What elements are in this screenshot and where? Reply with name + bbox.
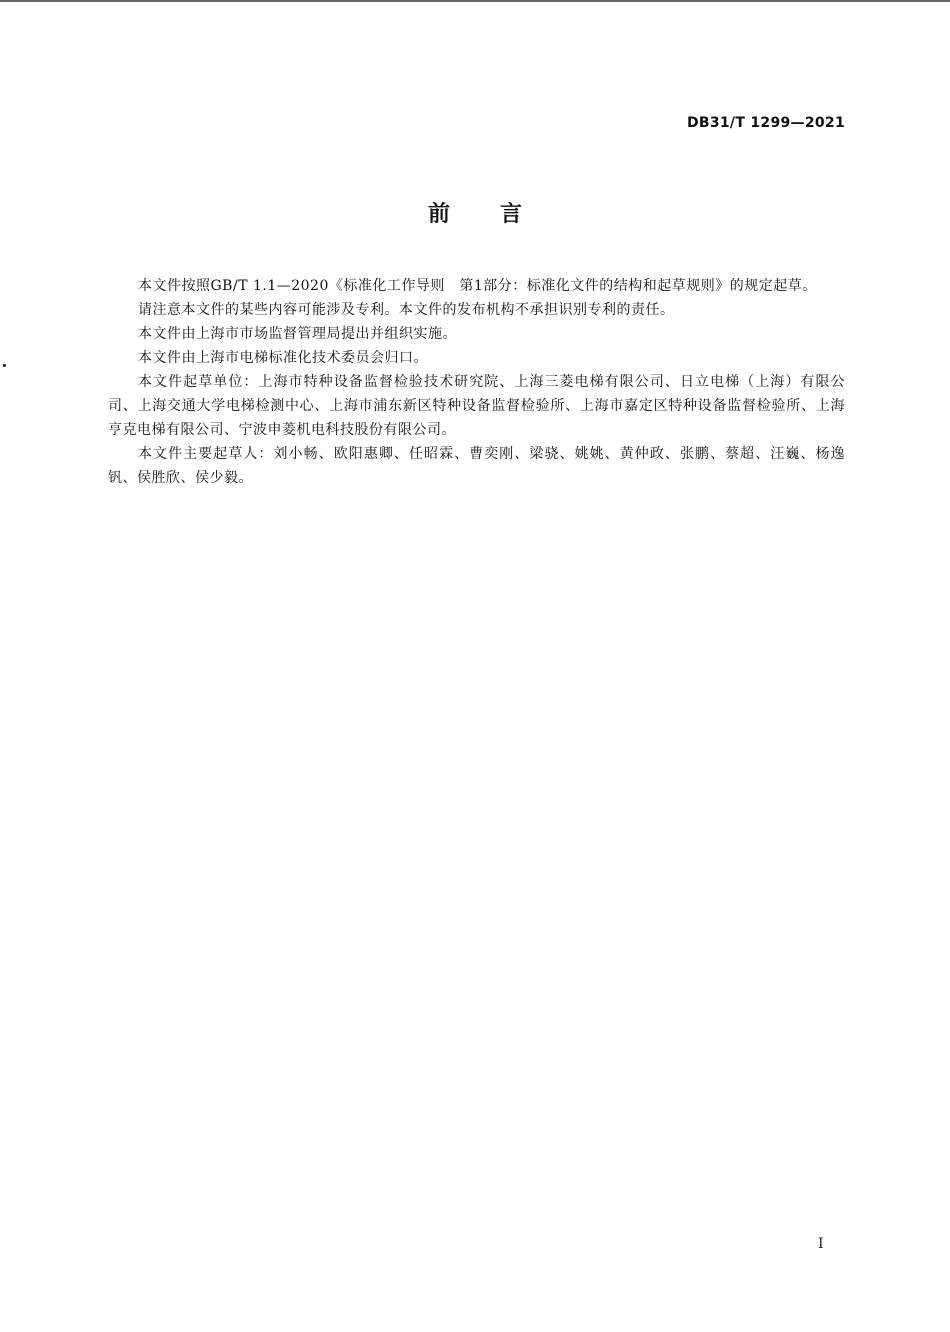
paragraph-proposer: 本文件由上海市市场监督管理局提出并组织实施。 xyxy=(138,326,457,342)
paragraph-drafters: 本文件主要起草人：刘小畅、欧阳惠卿、任昭霖、曹奕刚、梁骁、姚姚、黄仲政、张鹏、蔡超、汪巍、杨逸钒、侯胜欣、侯少毅。 xyxy=(108,446,845,486)
page-number: I xyxy=(818,1236,824,1252)
scan-mark xyxy=(3,364,6,367)
scan-top-edge xyxy=(0,0,950,2)
page-title: 前言 xyxy=(427,202,572,227)
foreword-body xyxy=(108,274,845,490)
paragraph-committee: 本文件由上海市电梯标准化技术委员会归口。 xyxy=(138,350,428,366)
standard-code: DB31/T 1299—2021 xyxy=(686,115,845,131)
paragraph-drafting-rules: 本文件按照GB/T 1.1—2020《标准化工作导则 第1部分：标准化文件的结构和起草规则》的规定起草。 xyxy=(138,278,817,294)
paragraph-patent-notice: 请注意本文件的某些内容可能涉及专利。本文件的发布机构不承担识别专利的责任。 xyxy=(138,302,675,318)
paragraph-drafting-units: 本文件起草单位：上海市特种设备监督检验技术研究院、上海三菱电梯有限公司、日立电梯（上海）有限公司、上海交通大学电梯检测中心、上海市浦东新区特种设备监督检验所、上海市嘉定区特种设备监督检验所、上海亨克电梯有限公司、宁波申菱机电科技股份有限公司。 xyxy=(108,374,845,438)
